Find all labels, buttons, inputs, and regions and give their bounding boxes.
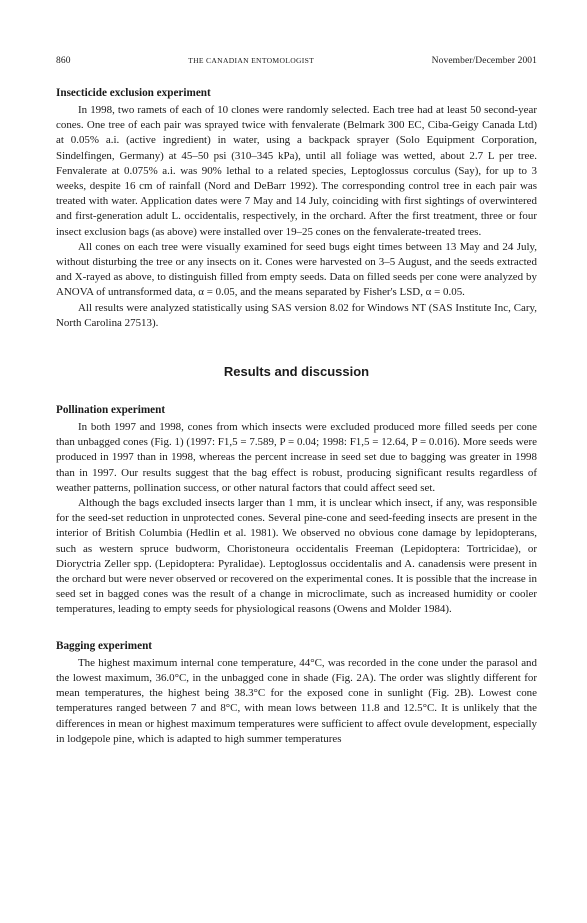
issue-date: November/December 2001 xyxy=(431,56,537,66)
paragraph: In 1998, two ramets of each of 10 clones were randomly selected. Each tree had at least 50 second-year cones. One tree of each pair was sprayed twice with fenvalerate (Belmark 300 EC, Ciba-Geigy Canada Ltd) at 0.05% a.i. (active ingredient) in water, using a backpack sprayer (Solo Equipment Corporation, Sindelfingen, Germany) at 45–50 psi (310–345 kPa), until all foliage was wetted, about 2.7 L per tree. Fenvalerate at 0.075% a.i. was 90% lethal to a related species, Leptoglossus corculus (Say), for up to 3 weeks, despite 16 cm of rainfall (Nord and DeBarr 1992). The corresponding control tree in each pair was treated with water. Application dates were 7 May and 14 July, coinciding with first sightings of overwintered and first-generation adult L. occidentalis, respectively, in the orchard. After the first treatment, three or four insect exclusion bags (as above) were installed over 19–25 cones on the fenvalerate-treated trees. xyxy=(56,104,537,238)
section-heading-results: Results and discussion xyxy=(223,364,370,380)
page-number: 860 xyxy=(56,56,71,66)
paragraph: The highest maximum internal cone temperature, 44°C, was recorded in the cone under the parasol and the lowest maximum, 36.0°C, in the unbagged cone in shade (Fig. 2A). The order was slightly different for mean temperatures, the highest being 38.3°C for the exposed cone in sunlight (Fig. 2B). Lowest cone temperatures ranged between 7 and 8°C, with mean lows between 11.8 and 12.5°C. It is unlikely that the differences in mean or highest maximum temperatures were sufficient to affect ovule development, especially in lodgepole pine, which is adapted to high summer temperatures xyxy=(56,656,537,745)
paragraph: All cones on each tree were visually examined for seed bugs eight times between 13 May and 24 July, without disturbing the tree or any insects on it. Cones were harvested on 3–5 August, and the seeds extracted and X-rayed as above, to distinguish filled from empty seeds. Data on filled seeds per cone were analyzed by ANOVA of untransformed data, α = 0.05, and the means separated by Fisher's LSD, α = 0.05. xyxy=(56,240,537,299)
paragraph: All results were analyzed statistically using SAS version 8.02 for Windows NT (SAS Institute Inc, Cary, North Carolina 27513). xyxy=(56,301,537,329)
paragraph: Although the bags excluded insects larger than 1 mm, it is unclear which insect, if any, was responsible for the seed-set reduction in unprotected cones. Several pine-cone and seed-feeding insects are present in the interior of British Columbia (Hedlin et al. 1981). We observed no obvious cone damage by lepidopterans, such as western spruce budworm, Choristoneura occidentalis Freeman (Lepidoptera: Tortricidae), or Dioryctria Zeller spp. (Lepidoptera: Pyralidae). Leptoglossus occidentalis and A. canadensis were present in the orchard but were never observed or recovered on the experimental cones. It is possible that the increase in seed set in bagged cones was the result of a change in microclimate, such as increased humidity or cooler temperatures, leading to empty seeds for physiological reasons (Owens and Molder 1984). xyxy=(56,497,537,616)
subsection-heading-pollination: Pollination experiment xyxy=(56,404,166,417)
subsection-heading-exclusion: Insecticide exclusion experiment xyxy=(56,87,211,99)
subsection-heading-bagging: Bagging experiment xyxy=(56,639,153,652)
journal-title: THE CANADIAN ENTOMOLOGIST xyxy=(188,56,315,65)
paragraph: In both 1997 and 1998, cones from which insects were excluded produced more filled seeds per cone than unbagged cones (Fig. 1) (1997: F1,5 = 7.589, P = 0.04; 1998: F1,5 = 12.64, P = 0.016). More seeds were produced in 1997 than in 1998, whereas the percent increase in seed set due to bagging was greater in 1998 than in 1997. Our results suggest that the bag effect is robust, producing significant results regardless of weather patterns, pollination success, or other natural factors that could affect seed set. xyxy=(56,421,537,494)
running-head xyxy=(56,56,537,66)
